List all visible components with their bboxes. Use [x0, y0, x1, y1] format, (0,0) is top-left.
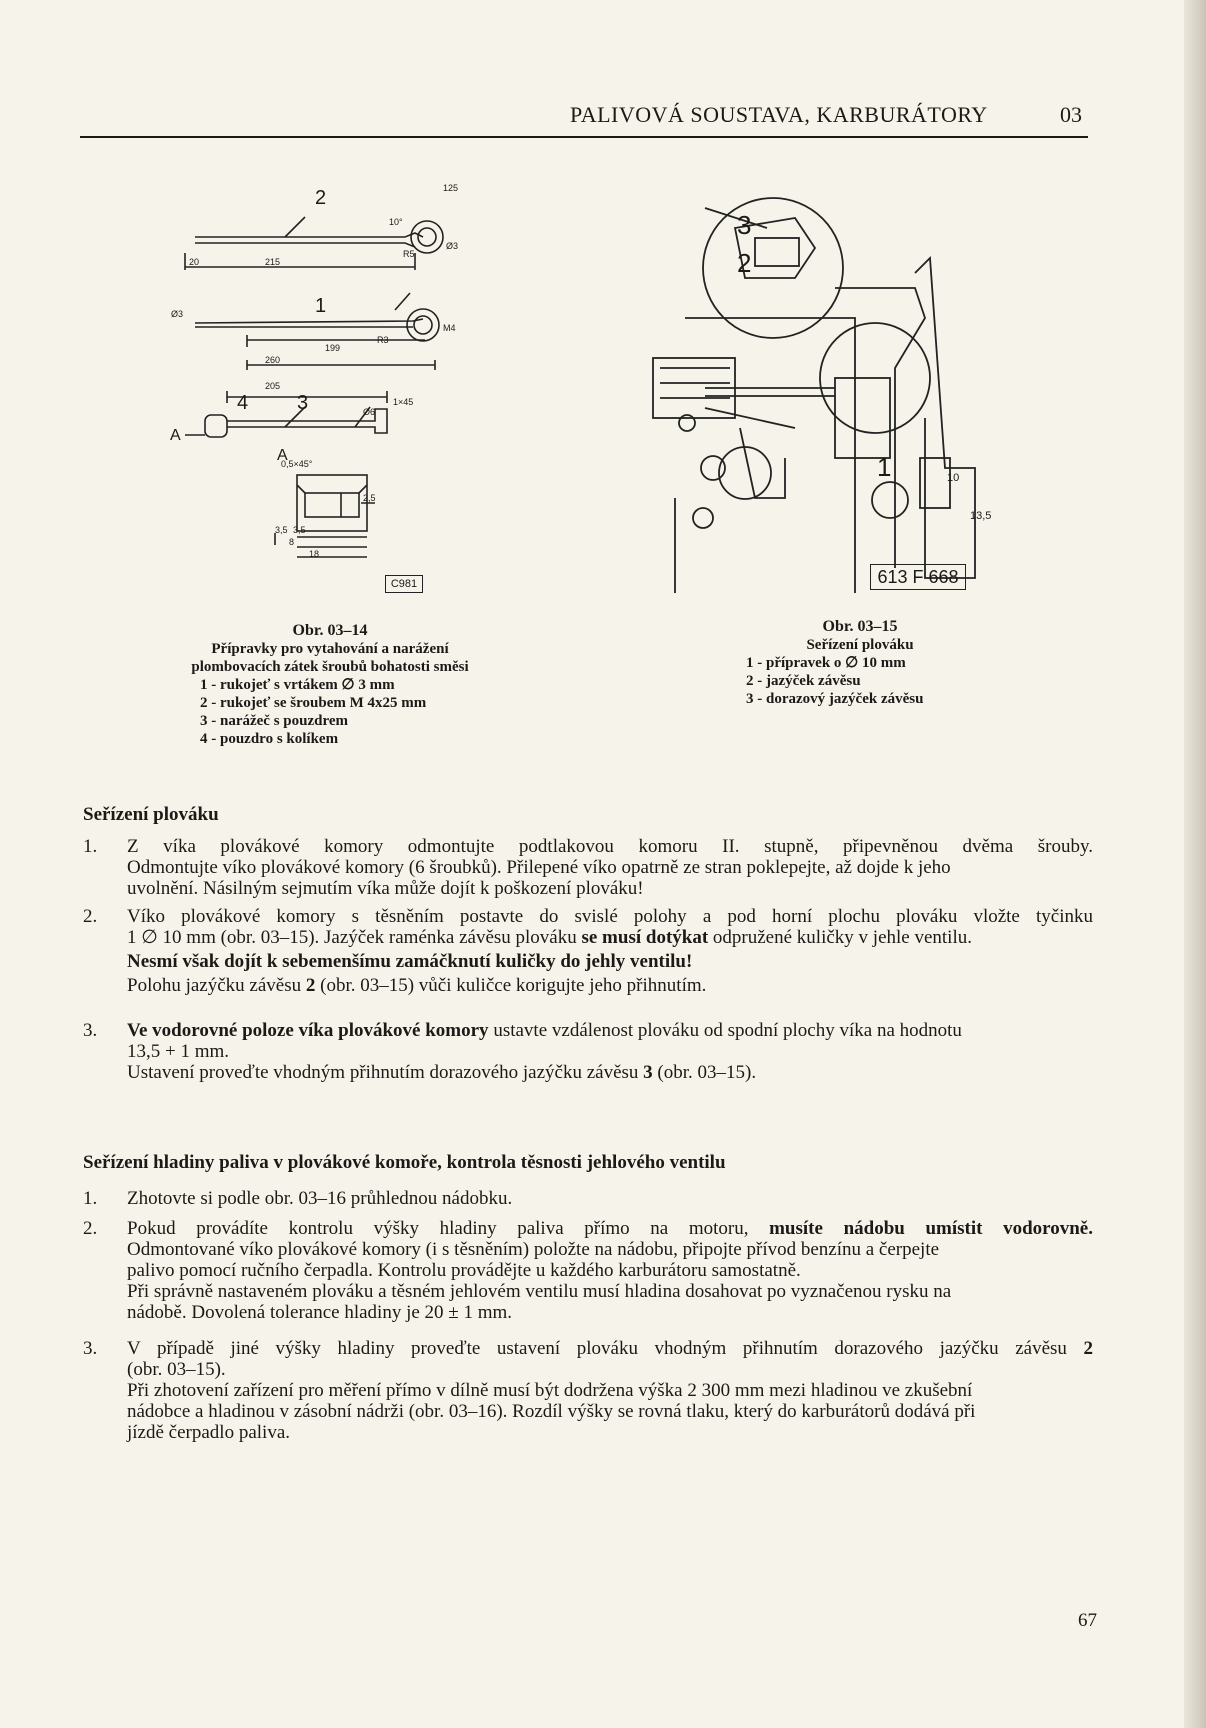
fig14-dim-M4: M4 — [443, 323, 456, 333]
fig14-dim-199: 199 — [325, 343, 341, 353]
fig14-caption-item: 2 - rukojeť se šroubem M 4x25 mm — [200, 695, 427, 711]
header-rule — [80, 136, 1088, 138]
list-item — [83, 836, 1093, 899]
fig14-dim-215: 215 — [265, 257, 281, 267]
list-item-line: Odmontujte víko plovákové komory (6 šroubků). Přilepené víko opatrně ze stran poklepejte, až dojde k jeho — [127, 857, 951, 878]
fig14-code-box: C981 — [385, 575, 423, 593]
fig14-label-3: 3 — [297, 392, 309, 414]
list-item-line: Při správně nastaveném plováku a těsném jehlovém ventilu musí hladina dosahovat po vyznačenou rysku na — [127, 1281, 952, 1302]
list-item — [83, 906, 1093, 996]
list-item-number: 1. — [83, 1188, 98, 1209]
list-item-line: jízdě čerpadlo paliva. — [127, 1422, 291, 1443]
list-item-line: uvolnění. Násilným sejmutím víka může dojít k poškození plováku! — [127, 878, 644, 899]
fig15-caption-item: 2 - jazýček závěsu — [746, 673, 861, 689]
list-item-line: Polohu jazýčku závěsu 2 (obr. 03–15) vůči kuličce korigujte jeho přihnutím. — [127, 975, 707, 996]
fig15-dim-135: 13,5 — [970, 510, 992, 522]
list-item-line: Odmontované víko plovákové komory (i s těsněním) položte na nádobu, připojte přívod benzínu a čerpejte — [127, 1239, 940, 1260]
list-item-line: Pokud provádíte kontrolu výšky hladiny paliva přímo na motoru, musíte nádobu umístit vodorovně. — [127, 1218, 1093, 1239]
fig14-label-A-2: A — [277, 447, 288, 464]
fig15-caption-item: 1 - přípravek o ∅ 10 mm — [746, 655, 906, 671]
fig14-caption-item: 4 - pouzdro s kolíkem — [200, 731, 339, 747]
list-item-line: V případě jiné výšky hladiny proveďte ustavení plováku vhodným přihnutím dorazového jazýčku závěsu 2 — [127, 1338, 1093, 1359]
figure-03-14-drawing — [165, 175, 590, 595]
list-item-line: (obr. 03–15). — [127, 1359, 226, 1380]
list-item-line: Při zhotovení zařízení pro měření přímo v dílně musí být dodržena výška 2 300 mm mezi hladinou ve zkušební — [127, 1380, 973, 1401]
fig14-dim-d3a: Ø3 — [446, 241, 459, 251]
list-item-number: 3. — [83, 1020, 98, 1041]
list-item-line: Ustavení proveďte vhodným přihnutím dorazového jazýčku závěsu 3 (obr. 03–15). — [127, 1062, 757, 1083]
book-spine-shadow — [1184, 0, 1206, 1728]
fig15-caption-item: 3 - dorazový jazýček závěsu — [746, 691, 924, 707]
fig14-caption-number: Obr. 03–14 — [292, 622, 368, 639]
fig14-dim-R3: R3 — [377, 335, 389, 345]
fig15-code-box: 613 F 668 — [870, 564, 966, 590]
fig14-dim-35b: 3,5 — [293, 525, 306, 535]
fig14-dim-205: 205 — [265, 381, 281, 391]
running-header-section-number: 03 — [1060, 102, 1082, 127]
fig14-dim-125: 125 — [443, 183, 459, 193]
fig14-caption-item: 1 - rukojeť s vrtákem ∅ 3 mm — [200, 677, 395, 693]
list-item-line: Z víka plovákové komory odmontujte podtlakovou komoru II. stupně, připevněnou dvěma šrouby. — [127, 836, 1093, 857]
list-item-line: Zhotovte si podle obr. 03–16 průhlednou nádobku. — [127, 1188, 513, 1209]
list-item-line: Ve vodorovné poloze víka plovákové komory ustavte vzdálenost plováku od spodní plochy víka na hodnotu — [127, 1020, 962, 1041]
fig14-caption-item: 3 - narážeč s pouzdrem — [200, 713, 349, 729]
fig14-dim-8: 8 — [289, 537, 295, 547]
list-item — [83, 1338, 1093, 1443]
fig14-dim-25: 2,5 — [363, 493, 376, 503]
fig14-dim-05x45: 0,5×45° — [281, 459, 313, 469]
list-item-line: palivo pomocí ručního čerpadla. Kontrolu provádějte u každého karburátoru samostatně. — [127, 1260, 801, 1281]
fig14-dim-d3b: Ø3 — [171, 309, 184, 319]
fig15-caption-number: Obr. 03–15 — [822, 618, 898, 635]
fig14-dim-18: 18 — [309, 549, 320, 559]
section-heading: Seřízení hladiny paliva v plovákové komoře, kontrola těsnosti jehlového ventilu — [83, 1152, 726, 1173]
list-item-number: 3. — [83, 1338, 98, 1359]
fig14-dim-35a: 3,5 — [275, 525, 288, 535]
fig15-label-1: 1 — [877, 452, 892, 482]
fig14-caption — [160, 622, 500, 748]
list-item-number: 2. — [83, 906, 98, 927]
fig14-label-1: 1 — [315, 295, 327, 317]
fig14-dim-1x45: 1×45 — [393, 397, 414, 407]
list-item — [83, 1020, 1093, 1083]
fig14-dim-10deg: 10° — [389, 217, 403, 227]
fig15-caption-title: Seřízení plováku — [806, 637, 914, 653]
section-heading: Seřízení plováku — [83, 804, 219, 825]
list-item — [83, 1218, 1093, 1323]
fig14-caption-title-1: Přípravky pro vytahování a narážení — [211, 641, 449, 657]
fig14-dim-d6: Ø6 — [363, 407, 376, 417]
list-item — [83, 1188, 1093, 1209]
fig15-label-3: 3 — [737, 210, 752, 240]
list-item-line: Víko plovákové komory s těsněním postavte do svislé polohy a pod horní plochu plováku vložte tyčinku — [127, 906, 1093, 927]
list-item-line: 1 ∅ 10 mm (obr. 03–15). Jazýček raménka závěsu plováku se musí dotýkat odpružené kuličky v jehle ventilu. — [127, 927, 972, 948]
list-item-line: nádobě. Dovolená tolerance hladiny je 20 ± 1 mm. — [127, 1302, 513, 1323]
fig14-caption-title-2: plombovacích zátek šroubů bohatosti směsi — [191, 659, 469, 675]
page-number: 67 — [1078, 1610, 1097, 1631]
fig14-dim-260: 260 — [265, 355, 281, 365]
list-item-line: nádobce a hladinou v zásobní nádrži (obr. 03–16). Rozdíl výšky se rovná tlaku, který do karburátorů dodává při — [127, 1401, 976, 1422]
figure-03-15-drawing — [645, 168, 1075, 593]
fig14-dim-20: 20 — [189, 257, 200, 267]
fig15-dim-10: 10 — [947, 472, 960, 484]
fig14-label-A-1: A — [170, 427, 181, 444]
list-item-warning: Nesmí však dojít k sebemenšímu zamáčknutí kuličky do jehly ventilu! — [127, 951, 693, 972]
list-item-number: 1. — [83, 836, 98, 857]
fig14-label-4: 4 — [237, 392, 249, 414]
fig14-label-2: 2 — [315, 187, 327, 209]
fig15-caption — [730, 618, 990, 708]
fig14-dim-R5: R5 — [403, 249, 415, 259]
fig15-label-2: 2 — [737, 248, 752, 278]
running-header-title: PALIVOVÁ SOUSTAVA, KARBURÁTORY — [570, 102, 988, 127]
list-item-line: 13,5 + 1 mm. — [127, 1041, 230, 1062]
list-item-number: 2. — [83, 1218, 98, 1239]
